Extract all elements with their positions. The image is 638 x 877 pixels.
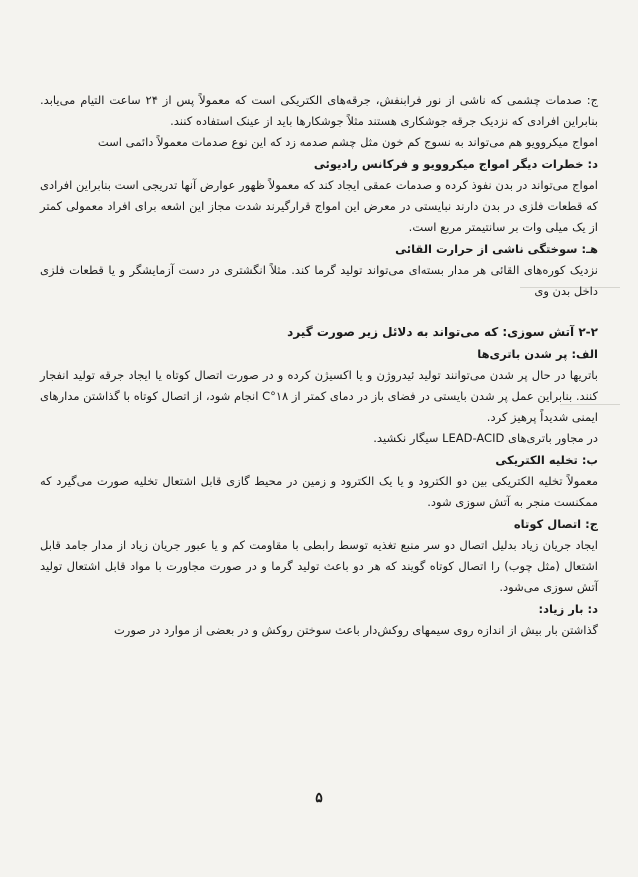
subsection-heading: د: بار زیاد: (538, 602, 598, 616)
document-body (40, 90, 598, 641)
subsection-heading: ج: اتصال کوتاه (513, 517, 598, 531)
body-paragraph: معمولاً تخلیه الکتریکی بین دو الکترود و یا یک الکترود و زمین در محیط گازی قابل اشتعال تخلیه صورت می‌گیرد که ممکنست منجر به آتش سوزی شود. (40, 474, 598, 509)
body-paragraph: ج: صدمات چشمی که ناشی از نور فرابنفش، جرقه‌های الکتریکی است که معمولاً پس از ۲۴ ساعت التیام می‌یابد. بنابراین افرادی که نزدیک جرقه جوشکاری هستند مثلاً جوشکارها باید از عینک استفاده کنند. (40, 93, 598, 128)
subsection-heading: د: خطرات دیگر امواج میکروویو و فرکانس رادیوئی (313, 157, 598, 171)
body-paragraph: امواج میکروویو هم می‌تواند به نسوج کم خون مثل چشم صدمه زد که این نوع صدمات معمولاً دائمی است (97, 135, 598, 149)
body-paragraph: ایجاد جریان زیاد بدلیل اتصال دو سر منبع تغذیه توسط رابطی با مقاومت کم و یا عبور جریان زیاد از مدار جامد قابل اشتعال (مثل چوب) را اتصال کوتاه گویند که هر دو باعث تولید گرما و در صورت مجاورت با مواد قابل اشتعال تولید آتش سوزی می‌شود. (40, 538, 598, 594)
body-paragraph: امواج می‌تواند در بدن نفوذ کرده و صدمات عمقی ایجاد کند که معمولاً ظهور عوارض آنها تدریجی است بنابراین افرادی که قطعات فلزی در بدن دارند نبایستی در معرض این امواج قرارگیرند شدت مجاز این اشعه برای افراد معمولی کمتر از یک میلی وات بر سانتیمتر مربع است. (40, 178, 598, 234)
subsection-heading: ب: تخلیه الکتریکی (495, 453, 598, 467)
page-number: ۵ (315, 790, 323, 806)
body-paragraph: نزدیک کوره‌های القائی هر مدار بسته‌ای می‌تواند تولید گرما کند. مثلاً انگشتری در دست آزمایشگر و یا قطعات فلزی داخل بدن وی (40, 263, 598, 298)
subsection-heading: الف: پر شدن باتری‌ها (477, 347, 598, 361)
body-paragraph: در مجاور باتری‌های LEAD-ACID سیگار نکشید. (373, 431, 598, 445)
subsection-heading: هـ: سوختگی ناشی از حرارت القائی (395, 242, 598, 256)
body-paragraph: گذاشتن بار بیش از اندازه روی سیمهای روکش‌دار باعث سوختن روکش و در بعضی از موارد در صورت (113, 623, 598, 637)
section-heading: ۲-۲ آتش سوزی: که می‌تواند به دلائل زیر صورت گیرد (287, 325, 598, 339)
body-paragraph: باتریها در حال پر شدن می‌توانند تولید ئیدروژن و یا اکسیژن کرده و در صورت اتصال کوتاه یا ایجاد جرقه تولید انفجار کنند. بنابراین عمل پر شدن بایستی در فضای باز در دمای کمتر از ۱۸°C انجام شود، از اتصال کوتاه با گذاشتن مدارهای ایمنی شدیداً پرهیز کرد. (40, 368, 598, 424)
